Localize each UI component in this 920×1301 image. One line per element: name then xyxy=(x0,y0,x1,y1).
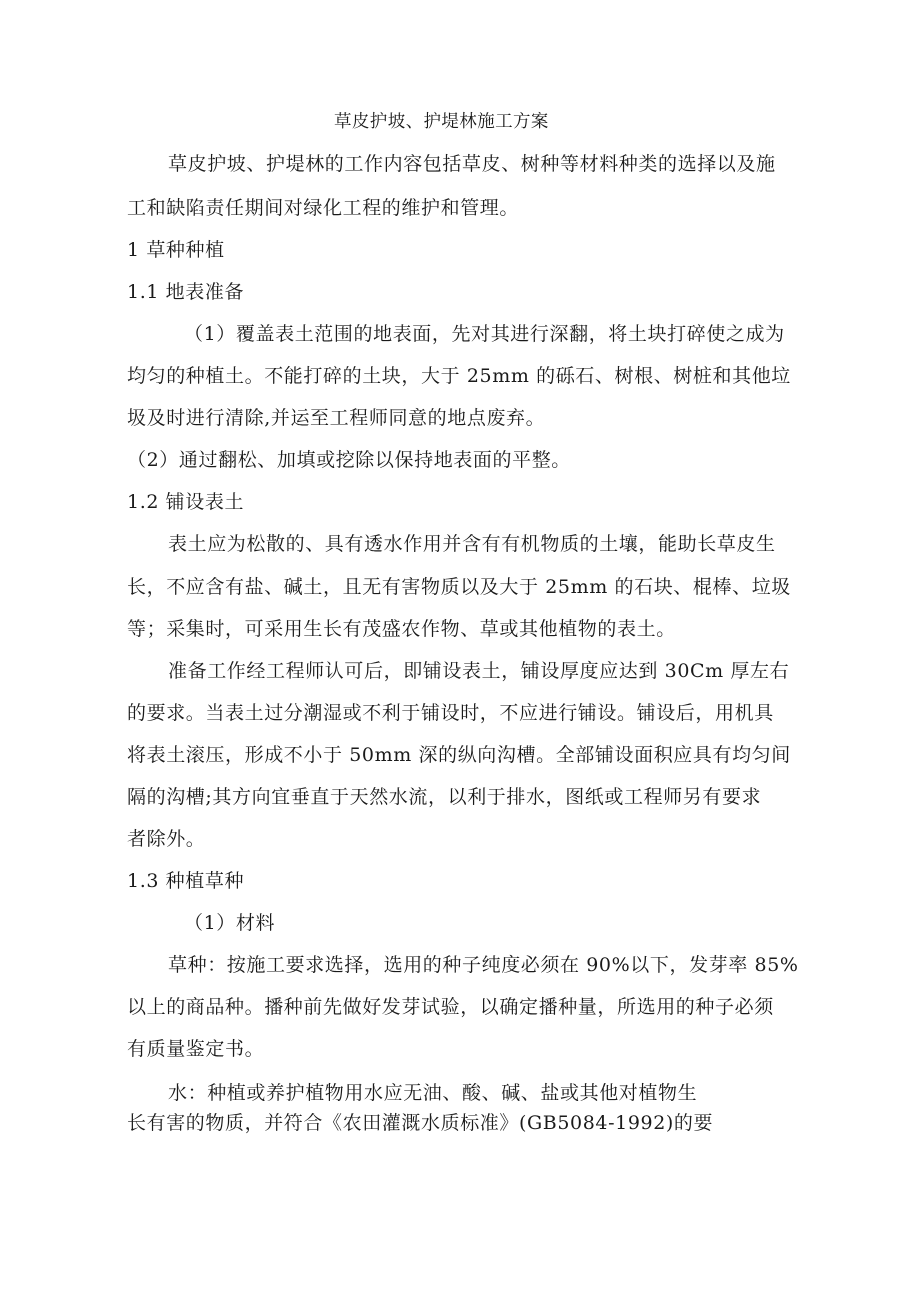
paragraph-line: 圾及时进行清除,并运至工程师同意的地点废弃。 xyxy=(127,407,546,429)
paragraph-line: 者除外。 xyxy=(127,828,206,850)
intro-line-1: 草皮护坡、护堤林的工作内容包括草皮、树种等材料种类的选择以及施 xyxy=(168,153,776,175)
paragraph-line: 表土应为松散的、具有透水作用并含有有机物质的土壤，能助长草皮生 xyxy=(168,533,776,555)
paragraph-line: 以上的商品种。播种前先做好发芽试验，以确定播种量，所选用的种子必须 xyxy=(127,996,774,1018)
paragraph-line: 隔的沟槽;其方向宜垂直于天然水流，以利于排水，图纸或工程师另有要求 xyxy=(127,786,762,808)
paragraph-line: 水：种植或养护植物用水应无油、酸、碱、盐或其他对植物生 xyxy=(168,1082,698,1104)
paragraph-line: 草种：按施工要求选择，选用的种子纯度必须在 90%以下，发芽率 85% xyxy=(168,954,799,976)
list-item-materials: （1）材料 xyxy=(184,912,276,934)
paragraph-line: 均匀的种植土。不能打碎的土块，大于 25mm 的砾石、树根、树桩和其他垃 xyxy=(127,365,791,387)
heading-section-1-3: 1.3 种植草种 xyxy=(127,870,245,892)
paragraph-line: 有质量鉴定书。 xyxy=(127,1038,265,1060)
paragraph-line: 的要求。当表土过分潮湿或不利于铺设时，不应进行铺设。铺设后，用机具 xyxy=(127,702,774,724)
paragraph-line: 准备工作经工程师认可后，即铺设表土，铺设厚度应达到 30Cm 厚左右 xyxy=(168,660,790,682)
paragraph-line: （1）覆盖表土范围的地表面，先对其进行深翻，将土块打碎使之成为 xyxy=(184,323,785,345)
paragraph-line: 将表土滚压，形成不小于 50mm 深的纵向沟槽。全部铺设面积应具有均匀间 xyxy=(127,744,791,766)
heading-section-1-1: 1.1 地表准备 xyxy=(127,281,245,303)
heading-section-1-2: 1.2 铺设表土 xyxy=(127,491,245,513)
paragraph-line: 长有害的物质，并符合《农田灌溉水质标准》(GB5084-1992)的要 xyxy=(127,1112,714,1134)
paragraph-line: （2）通过翻松、加填或挖除以保持地表面的平整。 xyxy=(127,449,571,471)
heading-section-1: 1 草种种植 xyxy=(127,239,225,261)
paragraph-line: 长，不应含有盐、碱土，且无有害物质以及大于 25mm 的石块、棍棒、垃圾 xyxy=(127,576,791,598)
paragraph-line: 等；采集时，可采用生长有茂盛农作物、草或其他植物的表土。 xyxy=(127,618,676,640)
document-title: 草皮护坡、护堤林施工方案 xyxy=(334,112,549,132)
intro-line-2: 工和缺陷责任期间对绿化工程的维护和管理。 xyxy=(127,197,520,219)
